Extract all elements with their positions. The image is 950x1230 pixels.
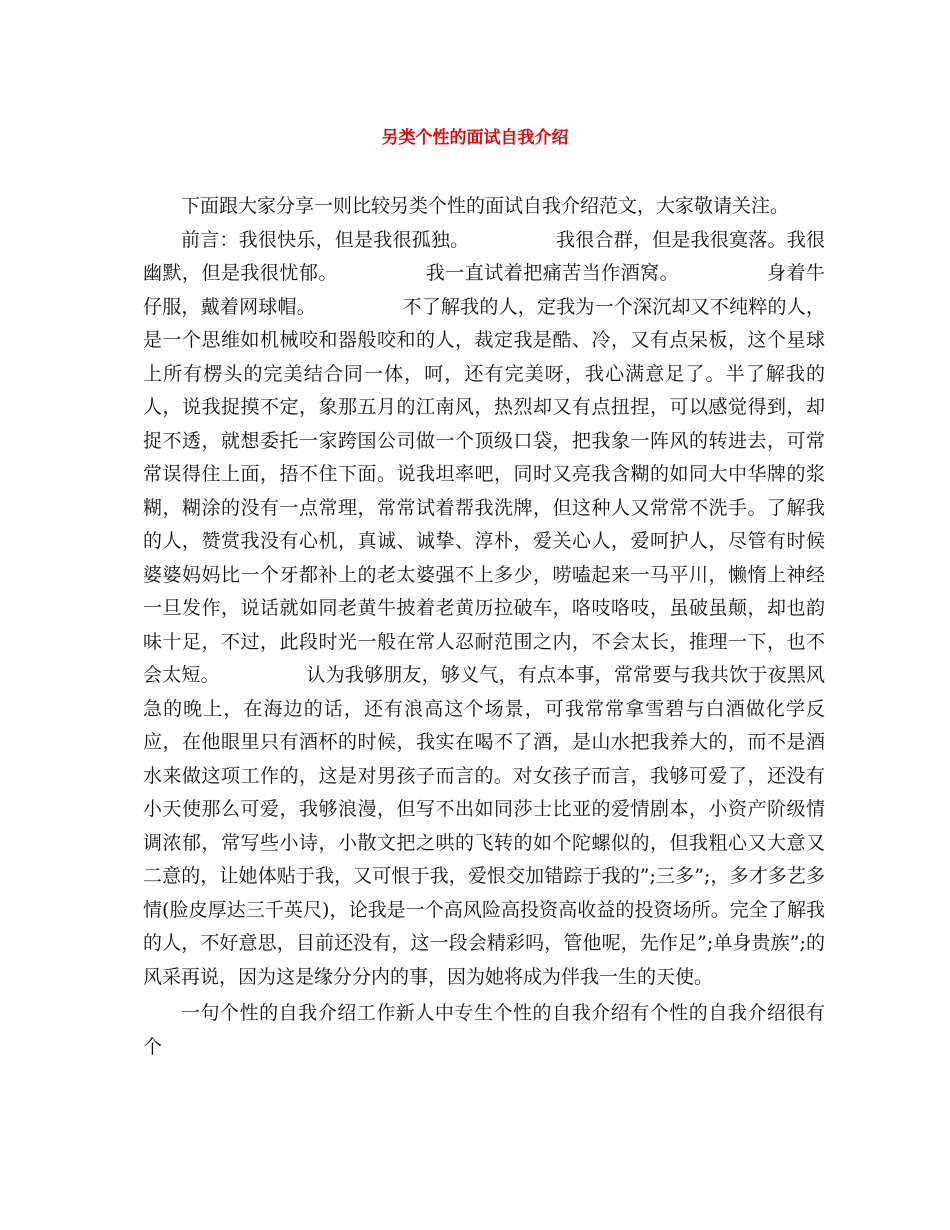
paragraph-closing: 一句个性的自我介绍工作新人中专生个性的自我介绍有个性的自我介绍很有个 <box>143 1002 825 1058</box>
document-title: 另类个性的面试自我介绍 <box>381 128 569 148</box>
paragraph-main: 前言：我很快乐，但是我很孤独。 我很合群，但是我很寞落。我很幽默，但是我很忧郁。 我一直试着把痛苦当作酒窝。 身着牛仔服，戴着网球帽。 不了解我的人，定我为一个深沉却又不纯粹的人，是一个思维如机械咬和器般咬和的人，裁定我是酷、冷，又有点呆板，这个星球上所有楞头的完美结合同一体，呵，还有完美呀，我心满意足了。半了解我的人，说我捉摸不定，象那五月的江南风，热烈却又有点扭捏，可以感觉得到，却捉不透，就想委托一家跨国公司做一个顶级口袋，把我象一阵风的转进去，可常常误得住上面，捂不住下面。说我坦率吧，同时又亮我含糊的如同大中华牌的浆糊，糊涂的没有一点常理，常常试着帮我洗牌，但这种人又常常不洗手。了解我的人，赞赏我没有心机，真诚、诚挚、淳朴，爱关心人，爱呵护人，尽管有时候婆婆妈妈比一个牙都补上的老太婆强不上多少，唠嗑起来一马平川，懒惰上神经一旦发作，说话就如同老黄牛披着老黄历拉破车，咯吱咯吱，虽破虽颠，却也韵味十足，不过，此段时光一般在常人忍耐范围之内，不会太长，推理一下，也不会太短。 认为我够朋友，够义气，有点本事，常常要与我共饮于夜黑风急的晚上，在海边的话，还有浪高这个场景，可我常常拿雪碧与白酒做化学反应，在他眼里只有酒杯的时候，我实在喝不了酒，是山水把我养大的，而不是酒水来做这项工作的，这是对男孩子而言的。对女孩子而言，我够可爱了，还没有小天使那么可爱，我够浪漫，但写不出如同莎士比亚的爱情剧本，小资产阶级情调浓郁，常写些小诗，小散文把之哄的飞转的如个陀螺似的，但我粗心又大意又二意的，让她体贴于我，又可恨于我，爱恨交加错踪于我的”;三多”;，多才多艺多情(脸皮厚达三千英尺)，论我是一个高风险高投资高收益的投资场所。完全了解我的人，不好意思，目前还没有，这一段会精彩吗，管他呢，先作足”;单身贵族”;的风采再说，因为这是缘分分内的事，因为她将成为伴我一生的天使。 <box>143 228 825 988</box>
document-body <box>143 190 825 1064</box>
paragraph-intro: 下面跟大家分享一则比较另类个性的面试自我介绍范文，大家敬请关注。 <box>181 195 790 217</box>
